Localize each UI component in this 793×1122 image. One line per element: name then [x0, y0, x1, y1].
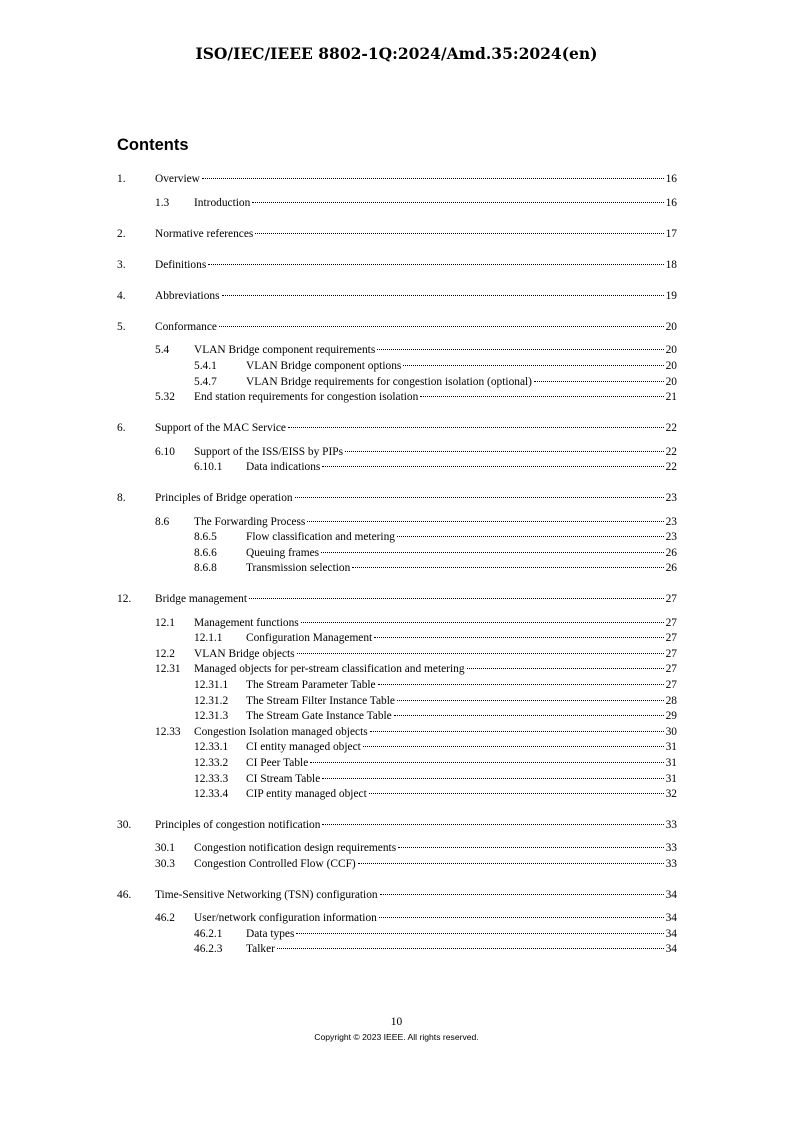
toc-entry-number: 12.33	[155, 726, 181, 738]
toc-leader-dots	[369, 793, 664, 794]
toc-entry-page: 27	[665, 617, 677, 629]
toc-entry-line	[155, 172, 677, 187]
toc-entry-page: 27	[665, 679, 677, 691]
toc-entry-title: The Stream Parameter Table	[246, 679, 376, 691]
toc-entry-line	[155, 421, 677, 436]
toc-entry-page: 18	[665, 259, 677, 271]
toc-entry-line	[194, 445, 677, 460]
toc-entry-title: Configuration Management	[246, 632, 373, 644]
toc-entry-title: Congestion notification design requirements	[194, 842, 397, 854]
toc-entry-number: 5.32	[155, 391, 175, 403]
toc-leader-dots	[377, 349, 663, 350]
toc-entry-title: Time-Sensitive Networking (TSN) configuration	[155, 889, 378, 901]
toc-entry-number: 46.	[117, 889, 132, 901]
toc-entry-number: 5.4	[155, 344, 170, 356]
toc-entry-page: 20	[665, 376, 677, 388]
toc-entry-number: 30.	[117, 819, 132, 831]
toc-entry-number: 8.6	[155, 516, 170, 528]
toc-entry-title: Transmission selection	[246, 562, 351, 574]
toc-entry-title: Normative references	[155, 228, 254, 240]
toc-leader-dots	[219, 326, 664, 327]
toc-entry-number: 12.31.2	[194, 695, 229, 707]
toc-entry[interactable]	[0, 592, 793, 607]
toc-entry-page: 27	[665, 632, 677, 644]
toc-entry-line	[246, 756, 677, 771]
toc-entry-line	[246, 740, 677, 755]
toc-entry-title: CI Peer Table	[246, 757, 309, 769]
toc-entry-title: Queuing frames	[246, 547, 320, 559]
toc-entry-number: 5.4.1	[194, 360, 217, 372]
toc-entry-page: 20	[665, 321, 677, 333]
toc-entry[interactable]	[0, 258, 793, 273]
toc-entry-number: 30.3	[155, 858, 175, 870]
toc-entry[interactable]	[0, 740, 793, 755]
toc-entry-page: 31	[665, 757, 677, 769]
copyright-notice: Copyright © 2023 IEEE. All rights reserved.	[314, 1032, 479, 1042]
toc-entry-title: CI entity managed object	[246, 741, 361, 753]
toc-entry[interactable]	[0, 375, 793, 390]
toc-entry-page: 33	[665, 842, 677, 854]
toc-entry-title: Overview	[155, 173, 200, 185]
toc-entry-number: 46.2.3	[194, 943, 223, 955]
toc-entry-page: 33	[665, 858, 677, 870]
toc-entry[interactable]	[0, 662, 793, 677]
toc-entry-number: 6.10.1	[194, 461, 223, 473]
toc-entry-line	[194, 857, 677, 872]
toc-leader-dots	[370, 731, 664, 732]
toc-leader-dots	[534, 381, 664, 382]
toc-entry-page: 22	[665, 461, 677, 473]
toc-entry-line	[246, 631, 677, 646]
toc-entry[interactable]	[0, 911, 793, 926]
toc-entry-line	[246, 709, 677, 724]
document-header: ISO/IEC/IEEE 8802-1Q:2024/Amd.35:2024(en)	[195, 44, 598, 63]
toc-entry-line	[194, 196, 677, 211]
toc-entry-line	[194, 515, 677, 530]
toc-entry-page: 17	[665, 228, 677, 240]
toc-entry-page: 23	[665, 531, 677, 543]
toc-entry[interactable]	[0, 678, 793, 693]
toc-entry-title: The Stream Filter Instance Table	[246, 695, 395, 707]
toc-entry-page: 27	[665, 663, 677, 675]
toc-entry-line	[194, 647, 677, 662]
toc-entry-number: 12.33.2	[194, 757, 229, 769]
toc-leader-dots	[295, 497, 664, 498]
toc-entry-page: 21	[665, 391, 677, 403]
toc-leader-dots	[352, 567, 663, 568]
toc-entry-line	[246, 460, 677, 475]
toc-entry-title: CIP entity managed object	[246, 788, 367, 800]
toc-entry[interactable]	[0, 445, 793, 460]
toc-entry[interactable]	[0, 841, 793, 856]
toc-entry-number: 12.1	[155, 617, 175, 629]
toc-entry-title: Support of the MAC Service	[155, 422, 286, 434]
toc-entry-page: 16	[665, 173, 677, 185]
toc-entry-title: User/network configuration information	[194, 912, 377, 924]
toc-entry-line	[194, 343, 677, 358]
toc-entry-line	[155, 258, 677, 273]
toc-entry[interactable]	[0, 546, 793, 561]
toc-entry-page: 30	[665, 726, 677, 738]
toc-entry-title: Congestion Controlled Flow (CCF)	[194, 858, 356, 870]
toc-entry-page: 27	[665, 648, 677, 660]
toc-entry[interactable]	[0, 772, 793, 787]
toc-entry-number: 8.6.6	[194, 547, 217, 559]
toc-entry-line	[246, 694, 677, 709]
toc-entry[interactable]	[0, 725, 793, 740]
toc-entry-number: 8.6.8	[194, 562, 217, 574]
toc-leader-dots	[380, 894, 664, 895]
toc-entry-number: 6.	[117, 422, 126, 434]
toc-entry-title: Conformance	[155, 321, 217, 333]
toc-entry-number: 12.2	[155, 648, 175, 660]
toc-leader-dots	[363, 746, 664, 747]
toc-entry[interactable]	[0, 888, 793, 903]
toc-entry-page: 22	[665, 422, 677, 434]
toc-entry-title: Introduction	[194, 197, 251, 209]
toc-entry[interactable]	[0, 647, 793, 662]
toc-entry-page: 27	[665, 593, 677, 605]
toc-entry-title: Managed objects for per-stream classification and metering	[194, 663, 465, 675]
toc-entry-page: 26	[665, 547, 677, 559]
toc-entry[interactable]	[0, 616, 793, 631]
toc-entry-line	[246, 375, 677, 390]
toc-entry-number: 6.10	[155, 446, 175, 458]
toc-entry[interactable]	[0, 289, 793, 304]
toc-entry-title: CI Stream Table	[246, 773, 321, 785]
toc-entry-number: 12.1.1	[194, 632, 223, 644]
toc-entry-number: 4.	[117, 290, 126, 302]
toc-entry-page: 34	[665, 943, 677, 955]
toc-entry-number: 8.6.5	[194, 531, 217, 543]
toc-entry-line	[246, 927, 677, 942]
toc-entry-number: 1.3	[155, 197, 170, 209]
toc-entry-title: VLAN Bridge objects	[194, 648, 295, 660]
toc-entry-number: 12.	[117, 593, 132, 605]
toc-entry-line	[194, 390, 677, 405]
toc-entry[interactable]	[0, 709, 793, 724]
toc-entry[interactable]	[0, 320, 793, 335]
toc-leader-dots	[403, 365, 663, 366]
toc-leader-dots	[394, 715, 664, 716]
toc-entry[interactable]	[0, 515, 793, 530]
toc-entry-number: 12.33.4	[194, 788, 229, 800]
toc-entry-number: 5.4.7	[194, 376, 217, 388]
toc-entry-line	[246, 772, 677, 787]
toc-entry-line	[155, 818, 677, 833]
toc-entry-number: 12.31	[155, 663, 181, 675]
toc-entry-title: Support of the ISS/EISS by PIPs	[194, 446, 344, 458]
toc-entry[interactable]	[0, 818, 793, 833]
toc-entry-line	[246, 787, 677, 802]
toc-entry-title: VLAN Bridge requirements for congestion isolation (optional)	[246, 376, 532, 388]
toc-entry-line	[246, 546, 677, 561]
toc-entry-page: 23	[665, 516, 677, 528]
toc-leader-dots	[378, 684, 664, 685]
toc-entry-title: Principles of congestion notification	[155, 819, 321, 831]
toc-entry-title: Bridge management	[155, 593, 248, 605]
toc-entry-number: 1.	[117, 173, 126, 185]
toc-entry[interactable]	[0, 227, 793, 242]
toc-leader-dots	[322, 466, 663, 467]
toc-entry[interactable]	[0, 561, 793, 576]
toc-entry[interactable]	[0, 530, 793, 545]
toc-entry-number: 46.2	[155, 912, 175, 924]
toc-entry-title: Data types	[246, 928, 295, 940]
toc-entry-page: 26	[665, 562, 677, 574]
toc-entry-page: 20	[665, 344, 677, 356]
toc-leader-dots	[208, 264, 663, 265]
toc-entry-number: 30.1	[155, 842, 175, 854]
toc-leader-dots	[297, 653, 664, 654]
toc-entry[interactable]	[0, 631, 793, 646]
toc-entry-page: 19	[665, 290, 677, 302]
toc-entry-line	[194, 616, 677, 631]
toc-leader-dots	[307, 521, 663, 522]
toc-entry-title: VLAN Bridge component requirements	[194, 344, 376, 356]
toc-entry[interactable]	[0, 343, 793, 358]
toc-entry-title: Congestion Isolation managed objects	[194, 726, 368, 738]
toc-leader-dots	[358, 863, 664, 864]
toc-leader-dots	[322, 824, 663, 825]
toc-entry-title: Management functions	[194, 617, 299, 629]
toc-leader-dots	[397, 700, 664, 701]
toc-leader-dots	[310, 762, 663, 763]
toc-entry-number: 12.31.1	[194, 679, 229, 691]
toc-leader-dots	[252, 202, 663, 203]
toc-leader-dots	[202, 178, 664, 179]
toc-entry-page: 22	[665, 446, 677, 458]
toc-leader-dots	[322, 778, 663, 779]
toc-entry-line	[155, 227, 677, 242]
toc-entry-line	[194, 911, 677, 926]
toc-entry[interactable]	[0, 857, 793, 872]
toc-entry-line	[246, 561, 677, 576]
toc-entry-title: Principles of Bridge operation	[155, 492, 293, 504]
toc-entry-page: 16	[665, 197, 677, 209]
toc-leader-dots	[222, 295, 664, 296]
toc-entry-title: Definitions	[155, 259, 207, 271]
toc-entry-line	[246, 530, 677, 545]
toc-entry-page: 28	[665, 695, 677, 707]
toc-entry-page: 23	[665, 492, 677, 504]
toc-entry[interactable]	[0, 927, 793, 942]
toc-entry-page: 34	[665, 889, 677, 901]
toc-entry-page: 20	[665, 360, 677, 372]
toc-entry-line	[155, 491, 677, 506]
toc-entry-line	[155, 320, 677, 335]
toc-entry[interactable]	[0, 694, 793, 709]
toc-entry-line	[194, 841, 677, 856]
toc-entry-line	[155, 289, 677, 304]
toc-entry-page: 34	[665, 928, 677, 940]
toc-leader-dots	[374, 637, 663, 638]
toc-entry-number: 46.2.1	[194, 928, 223, 940]
toc-entry-number: 12.31.3	[194, 710, 229, 722]
toc-entry-page: 31	[665, 741, 677, 753]
toc-entry[interactable]	[0, 172, 793, 187]
toc-entry[interactable]	[0, 460, 793, 475]
toc-leader-dots	[420, 396, 663, 397]
toc-leader-dots	[467, 668, 664, 669]
page-number: 10	[390, 1016, 403, 1028]
toc-entry-page: 31	[665, 773, 677, 785]
toc-entry[interactable]	[0, 421, 793, 436]
toc-leader-dots	[277, 948, 664, 949]
toc-entry-title: Talker	[246, 943, 275, 955]
toc-entry[interactable]	[0, 787, 793, 802]
toc-entry-line	[246, 942, 677, 957]
toc-leader-dots	[255, 233, 663, 234]
toc-entry-title: Abbreviations	[155, 290, 220, 302]
toc-leader-dots	[288, 427, 664, 428]
toc-entry-title: The Stream Gate Instance Table	[246, 710, 392, 722]
toc-leader-dots	[345, 451, 664, 452]
toc-entry-title: Data indications	[246, 461, 321, 473]
toc-entry-number: 5.	[117, 321, 126, 333]
toc-entry-number: 3.	[117, 259, 126, 271]
toc-entry-page: 32	[665, 788, 677, 800]
toc-leader-dots	[397, 536, 664, 537]
toc-entry-line	[194, 662, 677, 677]
toc-leader-dots	[301, 622, 664, 623]
toc-entry[interactable]	[0, 390, 793, 405]
toc-entry[interactable]	[0, 359, 793, 374]
toc-entry-title: Flow classification and metering	[246, 531, 395, 543]
toc-entry[interactable]	[0, 756, 793, 771]
toc-entry-page: 29	[665, 710, 677, 722]
toc-entry-number: 12.33.3	[194, 773, 229, 785]
toc-entry-line	[194, 725, 677, 740]
toc-leader-dots	[296, 933, 663, 934]
toc-entry-line	[246, 678, 677, 693]
toc-entry-line	[246, 359, 677, 374]
toc-entry-page: 34	[665, 912, 677, 924]
toc-entry-line	[155, 888, 677, 903]
toc-leader-dots	[398, 847, 663, 848]
toc-entry-title: The Forwarding Process	[194, 516, 306, 528]
contents-title: Contents	[117, 136, 189, 154]
toc-entry-line	[155, 592, 677, 607]
toc-entry-number: 8.	[117, 492, 126, 504]
toc-entry-title: End station requirements for congestion isolation	[194, 391, 419, 403]
toc-entry-title: VLAN Bridge component options	[246, 360, 402, 372]
toc-leader-dots	[379, 917, 664, 918]
toc-entry-page: 33	[665, 819, 677, 831]
toc-entry-number: 2.	[117, 228, 126, 240]
toc-entry[interactable]	[0, 491, 793, 506]
toc-entry[interactable]	[0, 196, 793, 211]
toc-entry[interactable]	[0, 942, 793, 957]
toc-leader-dots	[321, 552, 664, 553]
toc-entry-number: 12.33.1	[194, 741, 229, 753]
toc-leader-dots	[249, 598, 664, 599]
